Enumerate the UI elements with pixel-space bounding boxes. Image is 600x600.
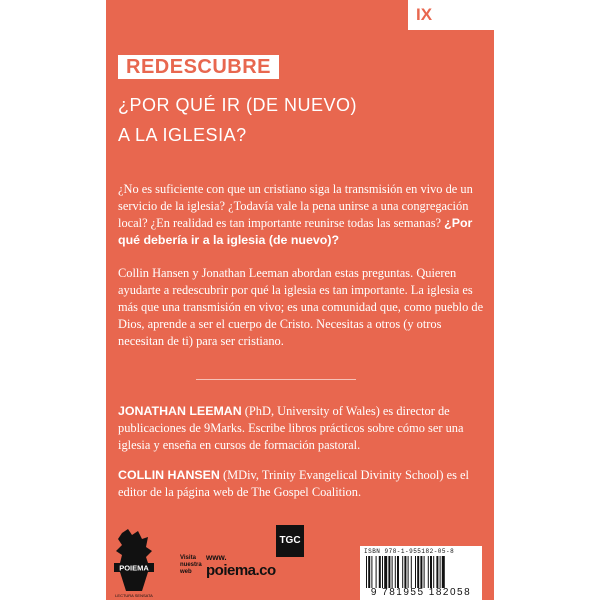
- title-line-1: ¿POR QUÉ IR (DE NUEVO): [118, 95, 358, 115]
- series-number-badge: IX: [408, 0, 494, 30]
- website-domain: poiema.co: [206, 562, 276, 579]
- author-bio: [118, 403, 488, 454]
- poiema-website-logo: [180, 553, 276, 585]
- barcode-icon: [366, 556, 476, 588]
- author-bio-text: (MDiv, Trinity Evangelical Divinity School) es el editor de la página web de The Gospel Coalition.: [118, 468, 469, 499]
- intro-question: ¿Por qué debería ir a la iglesia (de nuevo)?: [118, 216, 473, 247]
- intro-paragraph: [118, 181, 488, 249]
- author-bio-text: (PhD, University of Wales) es director de publicaciones de 9Marks. Escribe libros prácticos sobre cómo ser una iglesia y enseña en cursos de formación pastoral.: [118, 404, 464, 452]
- blurb: [118, 181, 488, 366]
- www-label: www.: [206, 553, 227, 562]
- back-cover: [106, 0, 494, 600]
- isbn-label: ISBN 978-1-955182-05-8: [364, 548, 455, 555]
- title-line-2: A LA IGLESIA?: [118, 125, 247, 145]
- poiema-logo-tagline: LECTURA SENSATA: [115, 593, 153, 598]
- author-name: JONATHAN LEEMAN: [118, 404, 242, 418]
- book-title: [118, 90, 478, 150]
- author-bio: [118, 467, 488, 501]
- intro-text: ¿No es suficiente con que un cristiano siga la transmisión en vivo de un servicio de la iglesia? ¿Todavía vale la pena unirse a una congregación local? ¿En realidad es tan importante reunirse todas las semanas?: [118, 182, 473, 230]
- publisher-logos: [106, 515, 494, 600]
- poiema-logo: [112, 529, 156, 599]
- series-kicker: REDESCUBRE: [118, 55, 279, 79]
- visit-label: Visita nuestra web: [180, 555, 202, 575]
- tgc-logo: TGC: [276, 525, 304, 557]
- isbn-barcode: [360, 546, 482, 600]
- divider: [196, 379, 356, 380]
- author-name: COLLIN HANSEN: [118, 468, 220, 482]
- author-bios: [118, 403, 488, 514]
- barcode-digits: 9 781955 182058: [370, 587, 472, 598]
- poiema-logo-name: POIEMA: [119, 563, 149, 573]
- blurb-paragraph: Collin Hansen y Jonathan Leeman abordan estas preguntas. Quieren ayudarte a redescubrir por qué la iglesia es tan importante. La iglesia es más que una transmisión en vivo; es una comunidad que, como pueblo de Dios, aprende a ser el cuerpo de Cristo. Necesitas a otros (y otros necesitan de ti) para ser cristiano.: [118, 266, 484, 348]
